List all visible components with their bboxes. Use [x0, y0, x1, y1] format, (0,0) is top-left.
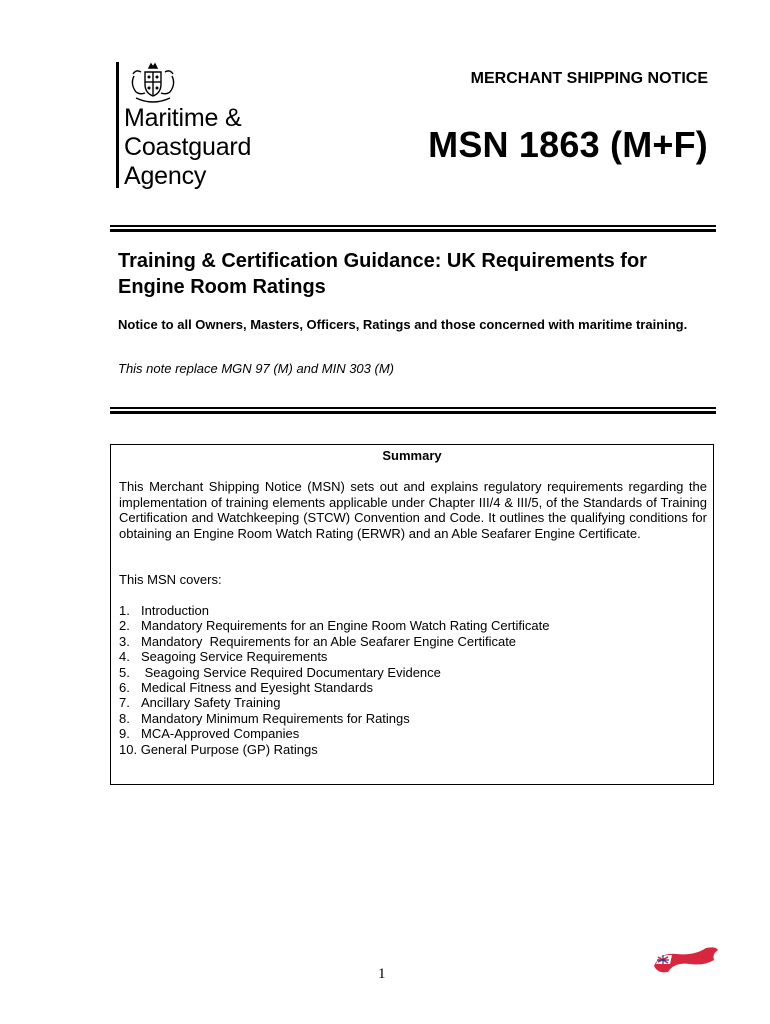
page-number: 1: [378, 966, 386, 982]
summary-heading: Summary: [382, 448, 442, 463]
logo-divider-bar: [116, 62, 119, 188]
intro-divider: [110, 407, 716, 414]
list-item: 3. Mandatory Requirements for an Able Seafarer Engine Certificate: [119, 633, 517, 649]
agency-name-line: Agency: [124, 162, 207, 190]
notice-type: MERCHANT SHIPPING NOTICE: [470, 70, 708, 87]
list-item: 5. Seagoing Service Required Documentary Evidence: [119, 664, 441, 680]
list-item: 6. Medical Fitness and Eyesight Standards: [119, 680, 373, 696]
header-divider: [110, 225, 716, 232]
list-item: 2. Mandatory Requirements for an Engine Room Watch Rating Certificate: [119, 618, 550, 634]
replaces-note: This note replace MGN 97 (M) and MIN 303 (M): [118, 361, 394, 376]
agency-name: [124, 104, 251, 191]
list-item: 10. General Purpose (GP) Ratings: [119, 741, 318, 757]
agency-name-line: Coastguard: [124, 133, 252, 161]
covers-intro: This MSN covers:: [119, 572, 222, 587]
red-ensign-flag-icon: [650, 946, 720, 976]
covers-list: [119, 603, 549, 757]
list-item: 8. Mandatory Minimum Requirements for Ratings: [119, 710, 410, 726]
list-item: 4. Seagoing Service Requirements: [119, 649, 328, 665]
notice-audience: Notice to all Owners, Masters, Officers, Ratings and those concerned with maritime training.: [118, 317, 688, 332]
royal-coat-of-arms-icon: [128, 62, 178, 104]
msn-number: MSN 1863 (M+F): [428, 124, 708, 165]
list-item: 1. Introduction: [119, 603, 209, 618]
summary-box: [110, 444, 714, 785]
list-item: 9. MCA-Approved Companies: [119, 726, 300, 742]
agency-name-line: Maritime &: [124, 104, 242, 132]
list-item: 7. Ancillary Safety Training: [119, 695, 281, 711]
summary-text: This Merchant Shipping Notice (MSN) sets out and explains regulatory requirements regarding the implementation of training elements applicable under Chapter III/4 & III/5, of the Standards of Training Certification and Watchkeeping (STCW) Convention and Code. It outlines the qualifying conditions for obtaining an Engine Room Watch Rating (ERWR) and an Able Seafarer Engine Certificate.: [119, 479, 707, 541]
document-title: Training & Certification Guidance: UK Requirements for Engine Room Ratings: [118, 250, 647, 298]
